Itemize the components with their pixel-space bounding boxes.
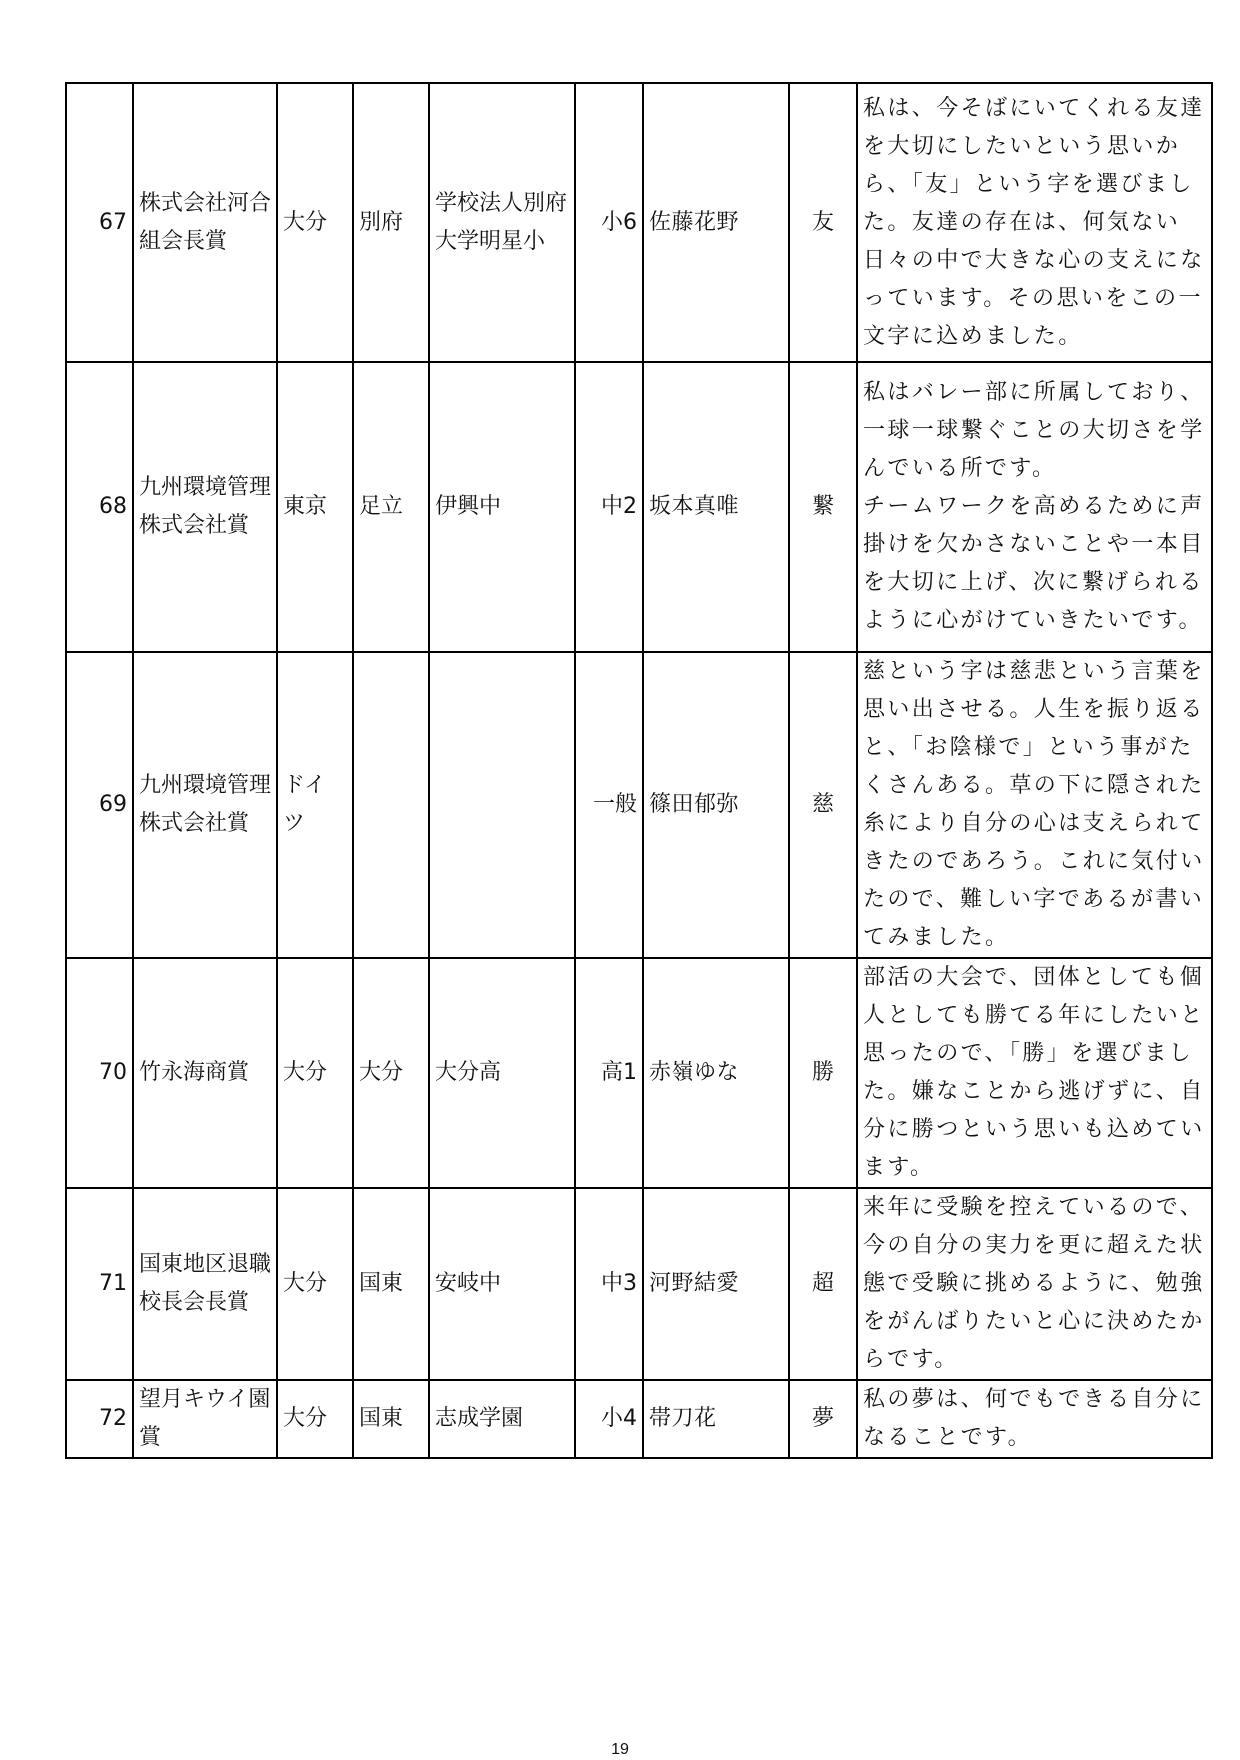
chosen-kanji: 超: [789, 1188, 857, 1380]
prefecture: 東京: [277, 362, 353, 652]
chosen-kanji: 友: [789, 83, 857, 362]
entry-number: 67: [66, 83, 133, 362]
prefecture: 大分: [277, 958, 353, 1188]
award-name: 九州環境管理株式会社賞: [133, 652, 277, 958]
reason-text: 私の夢は、何でもできる自分になることです。: [857, 1380, 1212, 1458]
table-row: [66, 652, 1212, 958]
city: 足立: [353, 362, 429, 652]
entry-number: 70: [66, 958, 133, 1188]
prefecture: 大分: [277, 1380, 353, 1458]
city: [353, 652, 429, 958]
city: 別府: [353, 83, 429, 362]
student-name: 帯刀花: [643, 1380, 789, 1458]
school: 志成学園: [429, 1380, 575, 1458]
school: 学校法人別府大学明星小: [429, 83, 575, 362]
grade: 小6: [575, 83, 643, 362]
prefecture: 大分: [277, 83, 353, 362]
reason-text: 慈という字は慈悲という言葉を思い出させる。人生を振り返ると、「お陰様で」という事がたくさんある。草の下に隠された糸により自分の心は支えられてきたのであろう。これに気付いたので、難しい字であるが書いてみました。: [857, 652, 1212, 958]
grade: 中2: [575, 362, 643, 652]
grade: 中3: [575, 1188, 643, 1380]
chosen-kanji: 夢: [789, 1380, 857, 1458]
entry-number: 71: [66, 1188, 133, 1380]
grade: 小4: [575, 1380, 643, 1458]
award-name: 株式会社河合組会長賞: [133, 83, 277, 362]
grade: 一般: [575, 652, 643, 958]
table-row: [66, 83, 1212, 362]
table-row: [66, 1380, 1212, 1458]
city: 大分: [353, 958, 429, 1188]
page-number: 19: [611, 1741, 629, 1758]
city: 国東: [353, 1188, 429, 1380]
reason-text: 部活の大会で、団体としても個人としても勝てる年にしたいと思ったので、「勝」を選びました。嫌なことから逃げずに、自分に勝つという思いも込めています。: [857, 958, 1212, 1188]
table-row: [66, 1188, 1212, 1380]
school: 大分高: [429, 958, 575, 1188]
city: 国東: [353, 1380, 429, 1458]
entry-number: 72: [66, 1380, 133, 1458]
reason-text: 私はバレー部に所属しており、一球一球繋ぐことの大切さを学んでいる所です。 チームワークを高めるために声掛けを欠かさないことや一本目を大切に上げ、次に繋げられるように心がけていきたいです。: [857, 362, 1212, 652]
student-name: 河野結愛: [643, 1188, 789, 1380]
table-row: [66, 958, 1212, 1188]
reason-text: 私は、今そばにいてくれる友達を大切にしたいという思いから、「友」という字を選びました。友達の存在は、何気ない日々の中で大きな心の支えになっています。その思いをこの一文字に込めました。: [857, 83, 1212, 362]
award-name: 九州環境管理株式会社賞: [133, 362, 277, 652]
table-row: [66, 362, 1212, 652]
school: 伊興中: [429, 362, 575, 652]
prefecture: 大分: [277, 1188, 353, 1380]
student-name: 坂本真唯: [643, 362, 789, 652]
student-name: 篠田郁弥: [643, 652, 789, 958]
chosen-kanji: 慈: [789, 652, 857, 958]
prefecture: ドイツ: [277, 652, 353, 958]
school: 安岐中: [429, 1188, 575, 1380]
award-name: 竹永海商賞: [133, 958, 277, 1188]
grade: 高1: [575, 958, 643, 1188]
student-name: 佐藤花野: [643, 83, 789, 362]
chosen-kanji: 繋: [789, 362, 857, 652]
student-name: 赤嶺ゆな: [643, 958, 789, 1188]
entry-number: 69: [66, 652, 133, 958]
award-name: 望月キウイ園賞: [133, 1380, 277, 1458]
reason-text: 来年に受験を控えているので、今の自分の実力を更に超えた状態で受験に挑めるように、勉強をがんばりたいと心に決めたからです。: [857, 1188, 1212, 1380]
chosen-kanji: 勝: [789, 958, 857, 1188]
award-name: 国東地区退職校長会長賞: [133, 1188, 277, 1380]
school: [429, 652, 575, 958]
entry-number: 68: [66, 362, 133, 652]
awards-table: [65, 82, 1213, 1459]
